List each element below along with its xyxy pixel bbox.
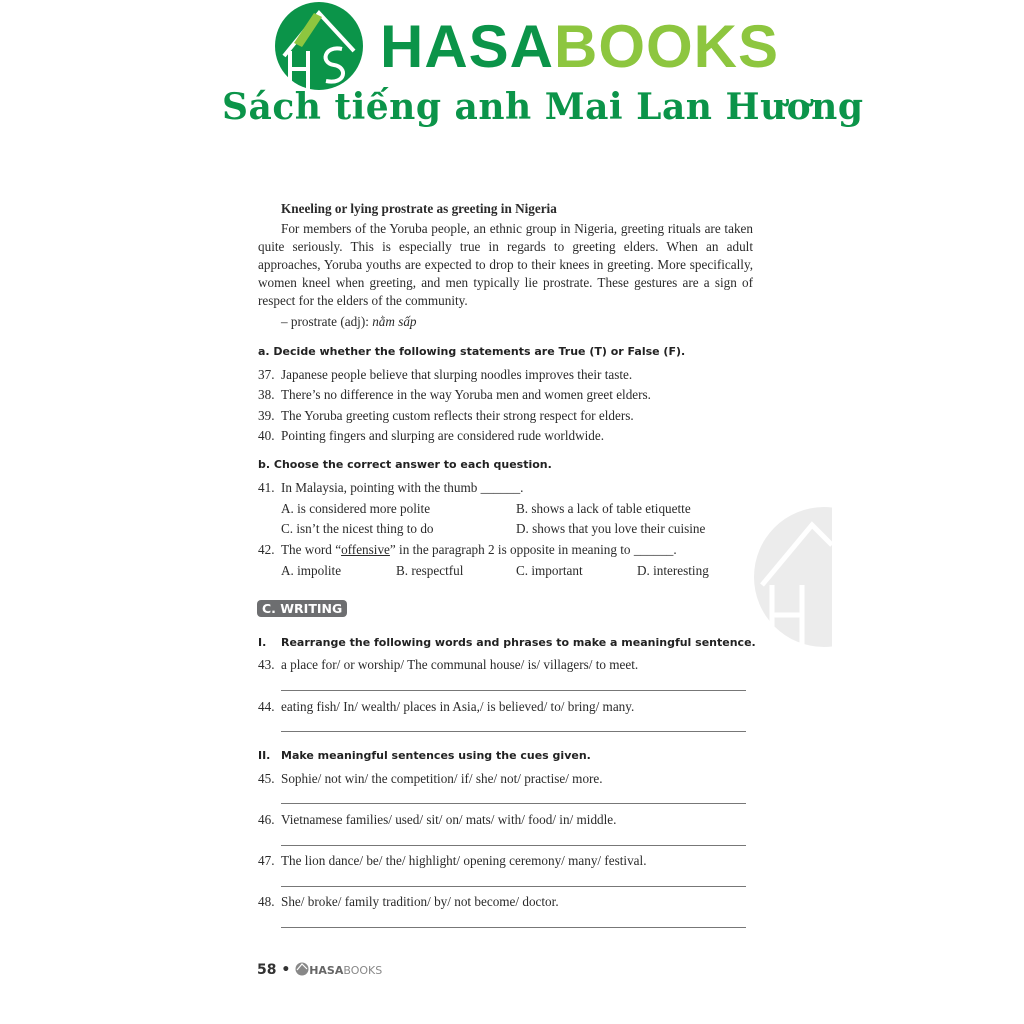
writing-sec2-heading [258,749,591,762]
brand-hasa: HASA [380,13,555,80]
q-underlined-word: offensive [341,542,390,557]
page-number: 58 [257,962,277,978]
q-text: The Yoruba greeting custom reflects their strong respect for elders. [281,408,634,423]
option-42-c: C. important [516,563,583,578]
q-num: 44. [258,699,275,714]
roman-numeral: II. [258,749,271,762]
reading-paragraph: For members of the Yoruba people, an ethnic group in Nigeria, greeting rituals are taken quite seriously. This is especially true in regards to greeting elders. When an adult approaches, Yoruba youths are expected to drop to their knees in greeting. More specifically, women kneel when greeting, and men typically lie prostrate. These gestures are a sign of respect for the elders of the community. [258,221,753,308]
q-num: 45. [258,771,275,786]
vocab-note [281,314,417,330]
q-text: Vietnamese families/ used/ sit/ on/ mats/ with/ food/ in/ middle. [281,812,617,827]
answer-line-47[interactable] [281,886,746,887]
q-text-post: ” in the paragraph 2 is opposite in meaning to ______. [389,542,677,557]
q-num: 42. [258,542,275,557]
question-38 [258,387,651,403]
q-num: 40. [258,428,275,443]
writing-sec1-heading [258,636,756,649]
q-text-pre: The word “ [281,542,342,557]
answer-line-43[interactable] [281,690,746,691]
vocab-meaning: nằm sấp [372,314,417,329]
hasabooks-logo-icon [274,1,364,91]
option-41-c: C. isn’t the nicest thing to do [281,521,434,536]
q-text: a place for/ or worship/ The communal house/ is/ villagers/ to meet. [281,657,639,672]
answer-line-44[interactable] [281,731,746,732]
vocab-word: – prostrate (adj): [281,314,373,329]
q-num: 38. [258,387,275,402]
question-40 [258,428,604,444]
q-text: She/ broke/ family tradition/ by/ not become/ doctor. [281,894,559,909]
part-a-heading: a. Decide whether the following statements are True (T) or False (F). [258,345,686,358]
brand-books: BOOKS [554,13,780,80]
option-42-d: D. interesting [637,563,709,578]
option-41-b: B. shows a lack of table etiquette [516,501,691,516]
option-41-d: D. shows that you love their cuisine [516,521,706,536]
q-text: Pointing fingers and slurping are considered rude worldwide. [281,428,605,443]
q-text: There’s no difference in the way Yoruba men and women greet elders. [281,387,651,402]
q-num: 41. [258,480,275,495]
footer-separator: • [281,962,291,978]
footer-logo-icon [295,962,309,976]
question-48 [258,894,559,910]
q-num: 47. [258,853,275,868]
question-44 [258,699,634,715]
answer-line-45[interactable] [281,803,746,804]
footer-brand-hasa: HASA [309,964,344,977]
option-41-a: A. is considered more polite [281,501,431,516]
site-subtitle: Sách tiếng anh Mai Lan Hương [222,86,864,128]
q-text: Sophie/ not win/ the competition/ if/ she/ not/ practise/ more. [281,771,603,786]
question-46 [258,812,616,828]
option-42-b: B. respectful [396,563,464,578]
q-num: 43. [258,657,275,672]
answer-line-48[interactable] [281,927,746,928]
section-badge-writing: C. WRITING [257,600,347,617]
page-footer [257,962,382,978]
heading-text: Make meaningful sentences using the cues given. [281,749,591,762]
question-37 [258,367,632,383]
q-num: 37. [258,367,275,382]
q-text: eating fish/ In/ wealth/ places in Asia,/ is believed/ to/ bring/ many. [281,699,635,714]
question-43 [258,657,638,673]
answer-line-46[interactable] [281,845,746,846]
watermark-logo-icon [752,505,832,650]
option-42-a: A. impolite [281,563,342,578]
question-39 [258,408,634,424]
q-num: 48. [258,894,275,909]
question-42 [258,542,677,558]
reading-title: Kneeling or lying prostrate as greeting in Nigeria [281,201,557,216]
part-b-heading: b. Choose the correct answer to each question. [258,458,552,471]
q-num: 39. [258,408,275,423]
footer-brand-books: BOOKS [343,964,383,977]
q-text: Japanese people believe that slurping noodles improves their taste. [281,367,633,382]
q-text: In Malaysia, pointing with the thumb ______. [281,480,524,495]
question-45 [258,771,603,787]
question-41 [258,480,523,496]
brand-wordmark [380,14,779,80]
question-47 [258,853,647,869]
roman-numeral: I. [258,636,267,649]
q-text: The lion dance/ be/ the/ highlight/ opening ceremony/ many/ festival. [281,853,647,868]
heading-text: Rearrange the following words and phrases to make a meaningful sentence. [281,636,756,649]
q-num: 46. [258,812,275,827]
